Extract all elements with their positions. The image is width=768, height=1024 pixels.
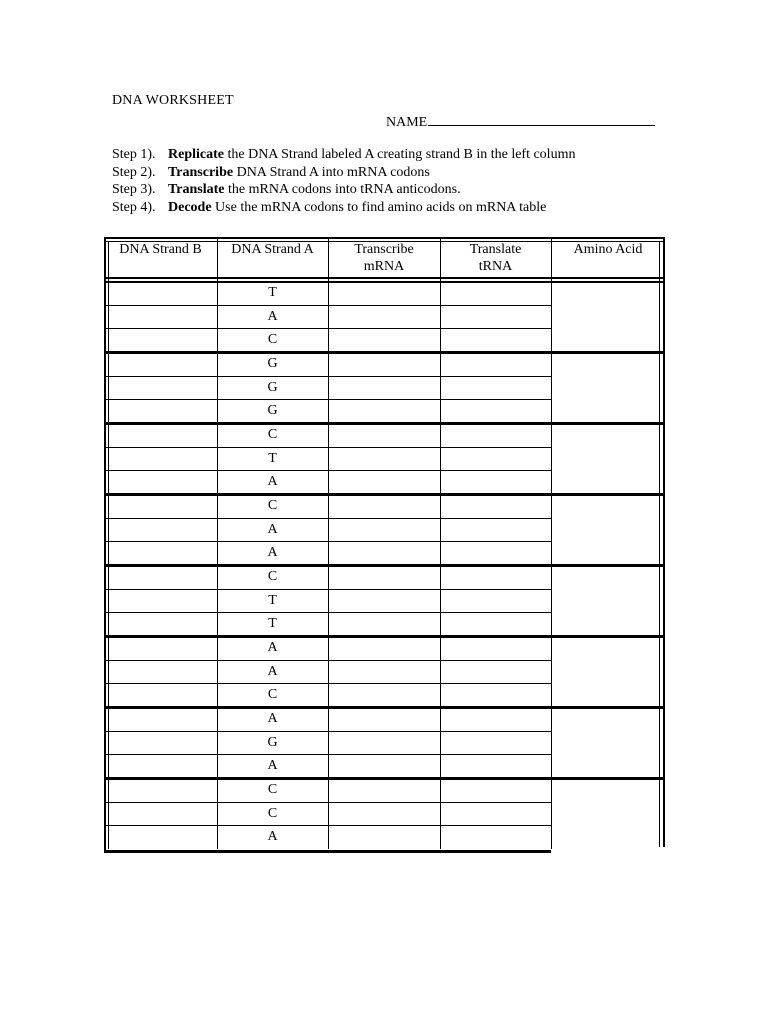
name-field[interactable] (386, 111, 655, 131)
dna-strand-a-base: G (267, 356, 278, 371)
dna-strand-b-cell[interactable] (110, 544, 215, 564)
column-header-line: tRNA (478, 259, 513, 274)
row-divider (104, 731, 551, 732)
table-border-left-inner (108, 241, 109, 849)
codon-group-divider (104, 422, 665, 425)
dna-strand-a-base: C (267, 805, 278, 821)
mrna-cell[interactable] (330, 592, 438, 612)
header-divider-inner (104, 281, 665, 283)
row-divider (104, 328, 551, 329)
dna-table (104, 237, 665, 851)
dna-strand-b-cell[interactable] (110, 805, 215, 825)
mrna-cell[interactable] (330, 308, 438, 328)
dna-strand-a-base: A (267, 545, 278, 561)
row-divider (104, 754, 551, 755)
dna-strand-a-base: A (267, 308, 278, 324)
mrna-cell[interactable] (330, 544, 438, 564)
dna-strand-b-cell[interactable] (110, 379, 215, 399)
trna-cell[interactable] (442, 426, 549, 446)
mrna-cell[interactable] (330, 805, 438, 825)
trna-cell[interactable] (442, 757, 549, 777)
mrna-cell[interactable] (330, 473, 438, 493)
dna-strand-b-cell[interactable] (110, 710, 215, 730)
dna-strand-b-cell[interactable] (110, 686, 215, 706)
dna-strand-b-cell[interactable] (110, 284, 215, 304)
step-verb: Translate (168, 182, 225, 197)
step-number: Step 3). (112, 182, 156, 197)
dna-strand-b-cell[interactable] (110, 781, 215, 801)
amino-acid-cell[interactable] (553, 497, 659, 562)
step-text: DNA Strand A into mRNA codons (233, 164, 430, 180)
column-header (551, 241, 665, 258)
trna-cell[interactable] (442, 355, 549, 375)
trna-cell[interactable] (442, 450, 549, 470)
dna-strand-b-cell[interactable] (110, 615, 215, 635)
table-border-right-inner (659, 241, 660, 847)
column-header-line: Translate (469, 242, 522, 257)
row-divider (104, 802, 551, 803)
dna-strand-a-base: C (267, 569, 278, 584)
column-header (440, 241, 551, 275)
row-divider (104, 660, 551, 661)
dna-strand-a-base: C (267, 782, 278, 797)
column-header (217, 241, 328, 258)
trna-cell[interactable] (442, 497, 549, 517)
amino-acid-cell[interactable] (553, 355, 659, 420)
mrna-cell[interactable] (330, 686, 438, 706)
step-number: Step 4). (112, 199, 156, 215)
step-verb: Transcribe (168, 164, 234, 180)
dna-strand-a-base: A (267, 474, 278, 490)
step-text: the DNA Strand labeled A creating strand B in the left column (223, 147, 576, 162)
codon-group-divider (104, 493, 665, 496)
dna-strand-a-base: C (267, 427, 278, 442)
step-2 (112, 164, 575, 182)
trna-cell[interactable] (442, 473, 549, 493)
step-verb: Replicate (168, 147, 224, 162)
column-divider (551, 237, 552, 849)
row-divider (104, 447, 551, 448)
row-divider (104, 825, 551, 826)
instructions (112, 146, 575, 216)
name-blank-line[interactable] (428, 111, 655, 126)
dna-strand-a-base: A (267, 663, 278, 679)
row-divider (104, 305, 551, 306)
dna-strand-a-base: A (267, 640, 278, 655)
dna-strand-b-cell[interactable] (110, 308, 215, 328)
trna-cell[interactable] (442, 781, 549, 801)
dna-strand-b-cell[interactable] (110, 734, 215, 754)
worksheet-title: DNA WORKSHEET (112, 93, 234, 108)
mrna-cell[interactable] (330, 379, 438, 399)
dna-strand-b-cell[interactable] (110, 355, 215, 375)
row-divider (104, 683, 551, 684)
column-header (104, 241, 217, 258)
amino-acid-cell[interactable] (553, 710, 659, 775)
mrna-cell[interactable] (330, 615, 438, 635)
dna-strand-a-base: T (268, 592, 277, 608)
dna-strand-b-cell[interactable] (110, 663, 215, 683)
codon-group-divider (104, 706, 665, 709)
trna-cell[interactable] (442, 734, 549, 754)
trna-cell[interactable] (442, 615, 549, 635)
column-header (328, 241, 440, 275)
row-divider (104, 589, 551, 590)
mrna-cell[interactable] (330, 355, 438, 375)
mrna-cell[interactable] (330, 639, 438, 659)
mrna-cell[interactable] (330, 521, 438, 541)
dna-strand-b-cell[interactable] (110, 568, 215, 588)
table-border-bottom (104, 850, 551, 853)
codon-group-divider (104, 777, 665, 780)
dna-strand-b-cell[interactable] (110, 402, 215, 422)
dna-strand-a-base: G (267, 379, 278, 395)
dna-strand-a-base: A (267, 829, 278, 845)
dna-strand-a-base: T (268, 285, 277, 300)
step-verb: Decode (168, 199, 212, 215)
dna-strand-b-cell[interactable] (110, 757, 215, 777)
dna-strand-b-cell[interactable] (110, 497, 215, 517)
trna-cell[interactable] (442, 544, 549, 564)
trna-cell[interactable] (442, 828, 549, 848)
dna-strand-a-base: A (267, 711, 278, 726)
amino-acid-cell[interactable] (553, 639, 659, 704)
codon-group-divider (104, 564, 665, 567)
step-1 (112, 146, 575, 164)
dna-strand-b-cell[interactable] (110, 592, 215, 612)
row-divider (104, 376, 551, 377)
dna-strand-b-cell[interactable] (110, 639, 215, 659)
mrna-cell[interactable] (330, 734, 438, 754)
dna-strand-a-base: C (267, 332, 278, 348)
step-text: Use the mRNA codons to find amino acids on mRNA table (211, 199, 547, 215)
row-divider (104, 399, 551, 400)
step-3 (112, 181, 575, 199)
row-divider (104, 470, 551, 471)
mrna-cell[interactable] (330, 710, 438, 730)
dna-strand-a-base: T (268, 616, 277, 632)
step-number: Step 1). (112, 147, 156, 162)
column-header-line: Transcribe (354, 242, 414, 257)
trna-cell[interactable] (442, 379, 549, 399)
dna-strand-b-cell[interactable] (110, 450, 215, 470)
trna-cell[interactable] (442, 521, 549, 541)
mrna-cell[interactable] (330, 757, 438, 777)
header-divider (104, 277, 665, 279)
trna-cell[interactable] (442, 308, 549, 328)
trna-cell[interactable] (442, 592, 549, 612)
trna-cell[interactable] (442, 331, 549, 351)
step-4 (112, 199, 575, 217)
column-header-line: DNA Strand B (119, 242, 202, 257)
name-label: NAME (386, 115, 428, 130)
trna-cell[interactable] (442, 402, 549, 422)
mrna-cell[interactable] (330, 284, 438, 304)
step-text: the mRNA codons into tRNA anticodons. (224, 182, 461, 197)
dna-strand-a-base: A (267, 758, 278, 774)
trna-cell[interactable] (442, 639, 549, 659)
codon-group-divider (104, 635, 665, 638)
dna-strand-b-cell[interactable] (110, 828, 215, 848)
column-header-line: DNA Strand A (231, 242, 314, 257)
dna-strand-a-base: C (267, 498, 278, 513)
mrna-cell[interactable] (330, 402, 438, 422)
mrna-cell[interactable] (330, 497, 438, 517)
trna-cell[interactable] (442, 284, 549, 304)
trna-cell[interactable] (442, 663, 549, 683)
mrna-cell[interactable] (330, 426, 438, 446)
table-border-right (663, 237, 665, 847)
dna-strand-b-cell[interactable] (110, 426, 215, 446)
dna-strand-b-cell[interactable] (110, 521, 215, 541)
column-header-line: Amino Acid (573, 242, 643, 257)
row-divider (104, 541, 551, 542)
mrna-cell[interactable] (330, 331, 438, 351)
table-border-top (104, 237, 665, 239)
column-header-line: mRNA (363, 259, 405, 274)
amino-acid-cell[interactable] (553, 781, 659, 846)
dna-strand-b-cell[interactable] (110, 473, 215, 493)
trna-cell[interactable] (442, 710, 549, 730)
amino-acid-cell[interactable] (553, 426, 659, 491)
trna-cell[interactable] (442, 805, 549, 825)
codon-group-divider (104, 351, 665, 354)
row-divider (104, 612, 551, 613)
dna-strand-b-cell[interactable] (110, 331, 215, 351)
mrna-cell[interactable] (330, 450, 438, 470)
dna-strand-a-base: A (267, 521, 278, 537)
step-number: Step 2). (112, 164, 156, 180)
mrna-cell[interactable] (330, 781, 438, 801)
trna-cell[interactable] (442, 686, 549, 706)
dna-strand-a-base: G (267, 734, 278, 750)
dna-strand-a-base: C (267, 687, 278, 703)
trna-cell[interactable] (442, 568, 549, 588)
amino-acid-cell[interactable] (553, 284, 659, 349)
dna-strand-a-base: G (267, 403, 278, 419)
table-border-left (104, 237, 106, 853)
dna-strand-a-base: T (268, 450, 277, 466)
mrna-cell[interactable] (330, 568, 438, 588)
mrna-cell[interactable] (330, 828, 438, 848)
amino-acid-cell[interactable] (553, 568, 659, 633)
row-divider (104, 518, 551, 519)
mrna-cell[interactable] (330, 663, 438, 683)
